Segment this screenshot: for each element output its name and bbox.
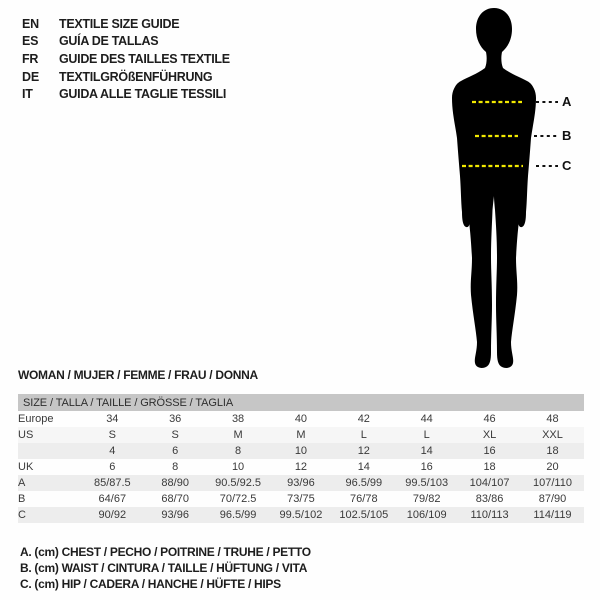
size-table-header-row — [18, 394, 584, 411]
table-cell: 93/96 — [287, 477, 315, 489]
measure-label-a: A — [562, 94, 572, 109]
language-code: ES — [22, 34, 39, 49]
table-cell: 16 — [483, 445, 496, 457]
table-cell: 90.5/92.5 — [215, 477, 261, 489]
table-cell: 38 — [231, 413, 245, 425]
table-cell: 8 — [172, 461, 179, 473]
row-label: C — [18, 509, 26, 521]
table-cell: 6 — [172, 445, 179, 457]
table-cell: 68/70 — [161, 493, 189, 505]
table-cell: 99.5/103 — [405, 477, 449, 489]
language-label: GUÍA DE TALLAS — [59, 34, 159, 49]
row-label: Europe — [18, 413, 54, 425]
table-row — [18, 491, 584, 507]
table-cell: 12 — [294, 461, 308, 473]
legend-item: C. (cm) HIP / CADERA / HANCHE / HÜFTE / HIPS — [20, 576, 281, 591]
table-cell: 36 — [169, 413, 182, 425]
row-label: US — [18, 429, 34, 441]
figure-silhouette — [430, 0, 600, 380]
table-row — [18, 507, 584, 523]
table-cell: 83/86 — [475, 493, 504, 505]
table-cell: 96.5/99 — [219, 509, 257, 521]
table-row — [18, 459, 584, 475]
table-cell: M — [296, 429, 306, 441]
table-cell: 70/72.5 — [219, 493, 257, 505]
table-row — [18, 427, 584, 443]
row-label: UK — [18, 461, 34, 473]
table-cell: 110/113 — [470, 509, 509, 521]
table-cell: 18 — [546, 445, 559, 457]
language-code: IT — [22, 87, 33, 102]
size-table-body — [18, 411, 584, 523]
table-cell: 10 — [231, 461, 245, 473]
table-row — [18, 411, 584, 427]
language-row — [22, 85, 230, 103]
table-cell: 18 — [483, 461, 496, 473]
language-row — [22, 68, 230, 86]
language-list — [22, 15, 230, 103]
table-cell: 79/82 — [412, 493, 441, 505]
table-cell: 12 — [357, 445, 370, 457]
table-cell: L — [360, 429, 367, 441]
leader-dash-black — [534, 102, 558, 166]
table-cell: 48 — [546, 413, 559, 425]
size-table-wrap — [18, 394, 584, 523]
table-cell: 104/107 — [469, 477, 510, 489]
table-cell: S — [108, 429, 116, 441]
language-label: GUIDE DES TAILLES TEXTILE — [59, 51, 230, 66]
table-cell: 14 — [357, 461, 370, 473]
table-cell: 44 — [420, 413, 433, 425]
language-label: TEXTILE SIZE GUIDE — [59, 16, 180, 31]
table-cell: 8 — [235, 445, 242, 457]
table-cell: 20 — [546, 461, 559, 473]
table-cell: 90/92 — [98, 509, 127, 521]
language-code: EN — [22, 16, 39, 31]
measurement-legend — [20, 545, 311, 592]
language-row — [22, 33, 230, 51]
table-cell: 114/119 — [533, 509, 572, 521]
table-cell: 73/75 — [287, 493, 315, 505]
table-cell: L — [423, 429, 430, 441]
size-table-header: SIZE / TALLA / TAILLE / GRÖSSE / TAGLIA — [18, 394, 584, 411]
table-row — [18, 475, 584, 491]
table-cell: 6 — [109, 461, 116, 473]
table-cell: 85/87.5 — [93, 477, 131, 489]
table-cell: 102.5/105 — [339, 509, 389, 521]
size-table — [18, 394, 584, 523]
language-row — [22, 50, 230, 68]
measure-label-c: C — [562, 158, 572, 173]
table-cell: 87/90 — [538, 493, 567, 505]
row-label: A — [18, 477, 26, 489]
row-label: B — [18, 493, 26, 505]
table-cell: 99.5/102 — [279, 509, 323, 521]
language-code: FR — [22, 51, 39, 66]
table-cell: 76/78 — [350, 493, 378, 505]
language-row — [22, 15, 230, 33]
language-code: DE — [22, 69, 39, 84]
table-cell: 10 — [294, 445, 308, 457]
table-cell: 93/96 — [161, 509, 189, 521]
table-cell: S — [171, 429, 179, 441]
table-cell: 107/110 — [533, 477, 572, 489]
legend-item: A. (cm) CHEST / PECHO / POITRINE / TRUHE / PETTO — [20, 545, 311, 559]
table-cell: 88/90 — [161, 477, 189, 489]
gender-heading: WOMAN / MUJER / FEMME / FRAU / DONNA — [18, 368, 258, 382]
measure-label-b: B — [562, 128, 572, 143]
row-label — [18, 443, 81, 459]
table-cell: 42 — [357, 413, 370, 425]
table-cell: 34 — [106, 413, 119, 425]
table-cell: 64/67 — [98, 493, 127, 505]
table-cell: 46 — [483, 413, 496, 425]
woman-silhouette-icon — [430, 0, 600, 380]
table-cell: 106/109 — [406, 509, 447, 521]
legend-item: B. (cm) WAIST / CINTURA / TAILLE / HÜFTUNG / VITA — [20, 560, 308, 575]
table-cell: XXL — [542, 429, 563, 441]
table-cell: 14 — [420, 445, 433, 457]
language-label: GUIDA ALLE TAGLIE TESSILI — [59, 87, 227, 102]
table-row — [18, 443, 584, 459]
table-cell: 96.5/99 — [345, 477, 383, 489]
table-cell: M — [233, 429, 243, 441]
table-cell: 4 — [109, 445, 116, 457]
table-cell: 16 — [420, 461, 433, 473]
table-cell: XL — [482, 429, 497, 441]
table-cell: 40 — [294, 413, 308, 425]
language-label: TEXTILGRÖßENFÜHRUNG — [59, 69, 213, 84]
